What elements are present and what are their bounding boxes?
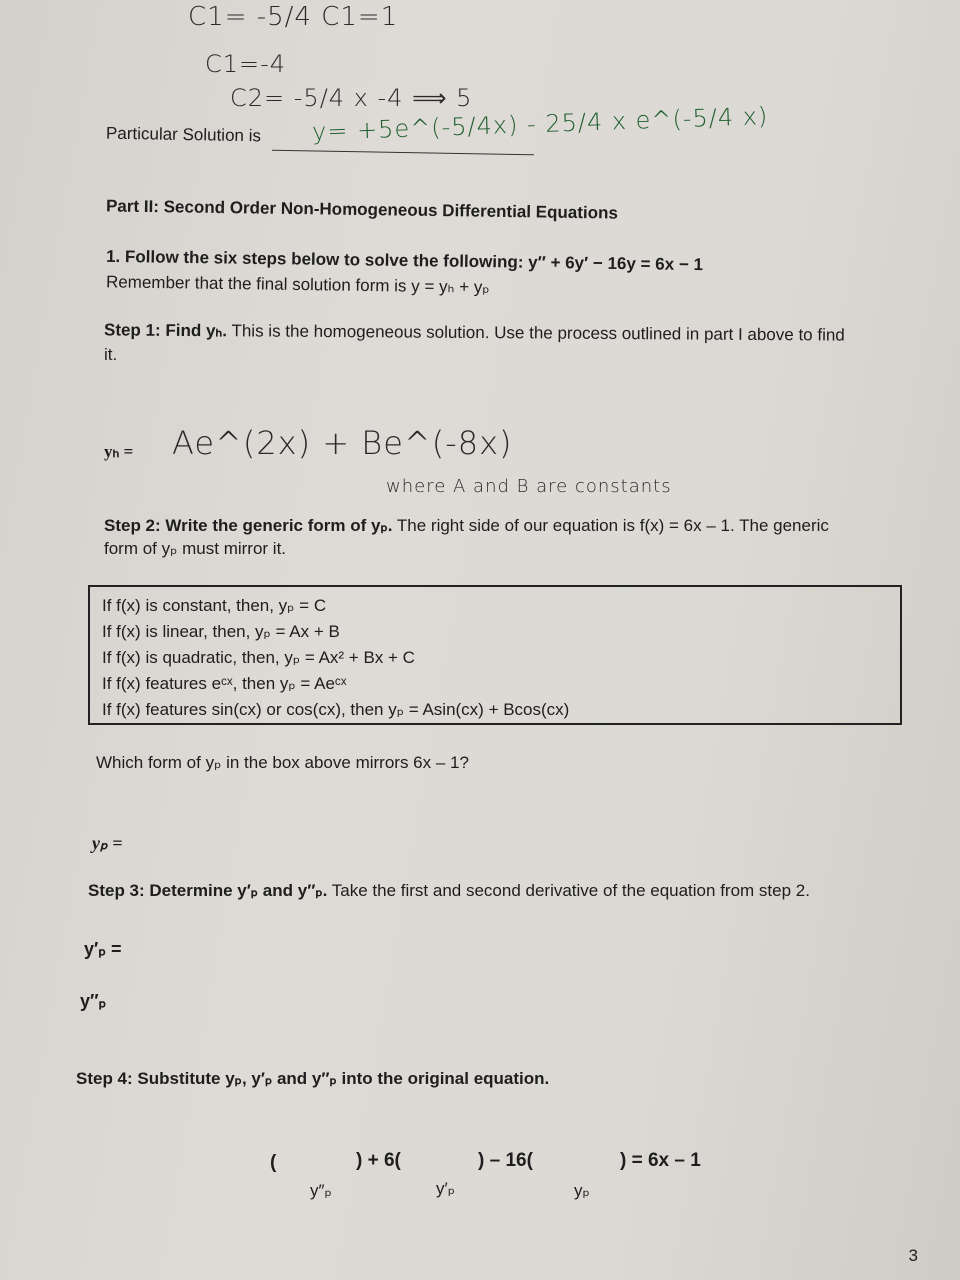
- step1-line: [104, 319, 845, 346]
- step2-line: [104, 515, 829, 537]
- yp-first-derivative-label: y′ₚ =: [84, 939, 122, 959]
- yh-label: yₕ =: [104, 442, 134, 461]
- particular-solution-label: Particular Solution is: [105, 123, 262, 146]
- page-number: 3: [908, 1246, 918, 1265]
- substitution-label-yp1: y′ₚ: [436, 1179, 455, 1198]
- box-line-quadratic: If f(x) is quadratic, then, yₚ = Ax² + Bx + C: [102, 648, 415, 667]
- step2-text2: form of yₚ must mirror it.: [104, 539, 287, 558]
- yp-second-derivative-label: y″ₚ: [80, 991, 107, 1011]
- step3-title: Step 3: Determine y′ₚ and y″ₚ.: [88, 881, 328, 900]
- question-1-remember: Remember that the final solution form is y = yₕ + yₚ: [105, 272, 490, 297]
- substitution-equals: ) = 6x – 1: [620, 1150, 701, 1171]
- handwritten-c1-line2: C1=-4: [205, 50, 287, 78]
- handwritten-c1-line1: C1= -5/4 C1=1: [188, 2, 399, 32]
- which-form-question: Which form of yₚ in the box above mirrors 6x – 1?: [96, 753, 469, 772]
- yp-forms-box: [88, 585, 902, 725]
- substitution-label-yp: yₚ: [574, 1181, 590, 1200]
- step3-text: Take the first and second derivative of the equation from step 2.: [331, 881, 810, 900]
- substitution-label-ypp: y″ₚ: [310, 1181, 332, 1200]
- handwritten-particular-answer: y= +5e^(-5/4x) - 25/4 x e^(-5/4 x): [311, 102, 769, 146]
- particular-answer-line: [272, 150, 534, 156]
- substitution-open-paren: (: [270, 1152, 277, 1173]
- step3-line: [88, 880, 810, 902]
- box-line-trig: If f(x) features sin(cx) or cos(cx), then yₚ = Asin(cx) + Bcos(cx): [102, 700, 570, 719]
- question-1-text: 1. Follow the six steps below to solve the following: y″ + 6y′ − 16y = 6x − 1: [105, 246, 704, 275]
- box-line-exponential: If f(x) features eᶜˣ, then yₚ = Aeᶜˣ: [102, 674, 347, 693]
- substitution-minus16: ) – 16(: [478, 1150, 533, 1171]
- part2-title: Part II: Second Order Non-Homogeneous Differential Equations: [105, 196, 619, 223]
- handwritten-constants-note: where A and B are constants: [386, 476, 672, 497]
- step2-text: The right side of our equation is f(x) = 6x – 1. The generic: [396, 516, 829, 535]
- handwritten-c2-line: C2= -5/4 x -4 ⟹ 5: [230, 84, 473, 112]
- substitution-plus6: ) + 6(: [356, 1150, 401, 1171]
- yp-label: yₚ =: [92, 833, 123, 853]
- step1-text: This is the homogeneous solution. Use the process outlined in part I above to find: [231, 321, 845, 345]
- step4-title: Step 4: Substitute yₚ, y′ₚ and y″ₚ into the original equation.: [76, 1069, 550, 1088]
- box-line-constant: If f(x) is constant, then, yₚ = C: [102, 596, 327, 615]
- step2-title: Step 2: Write the generic form of yₚ.: [104, 516, 393, 535]
- handwritten-yh-answer: Ae^(2x) + Be^(-8x): [172, 424, 513, 462]
- step1-text2: it.: [104, 345, 118, 364]
- box-line-linear: If f(x) is linear, then, yₚ = Ax + B: [102, 622, 340, 641]
- step1-title: Step 1: Find yₕ.: [103, 320, 228, 341]
